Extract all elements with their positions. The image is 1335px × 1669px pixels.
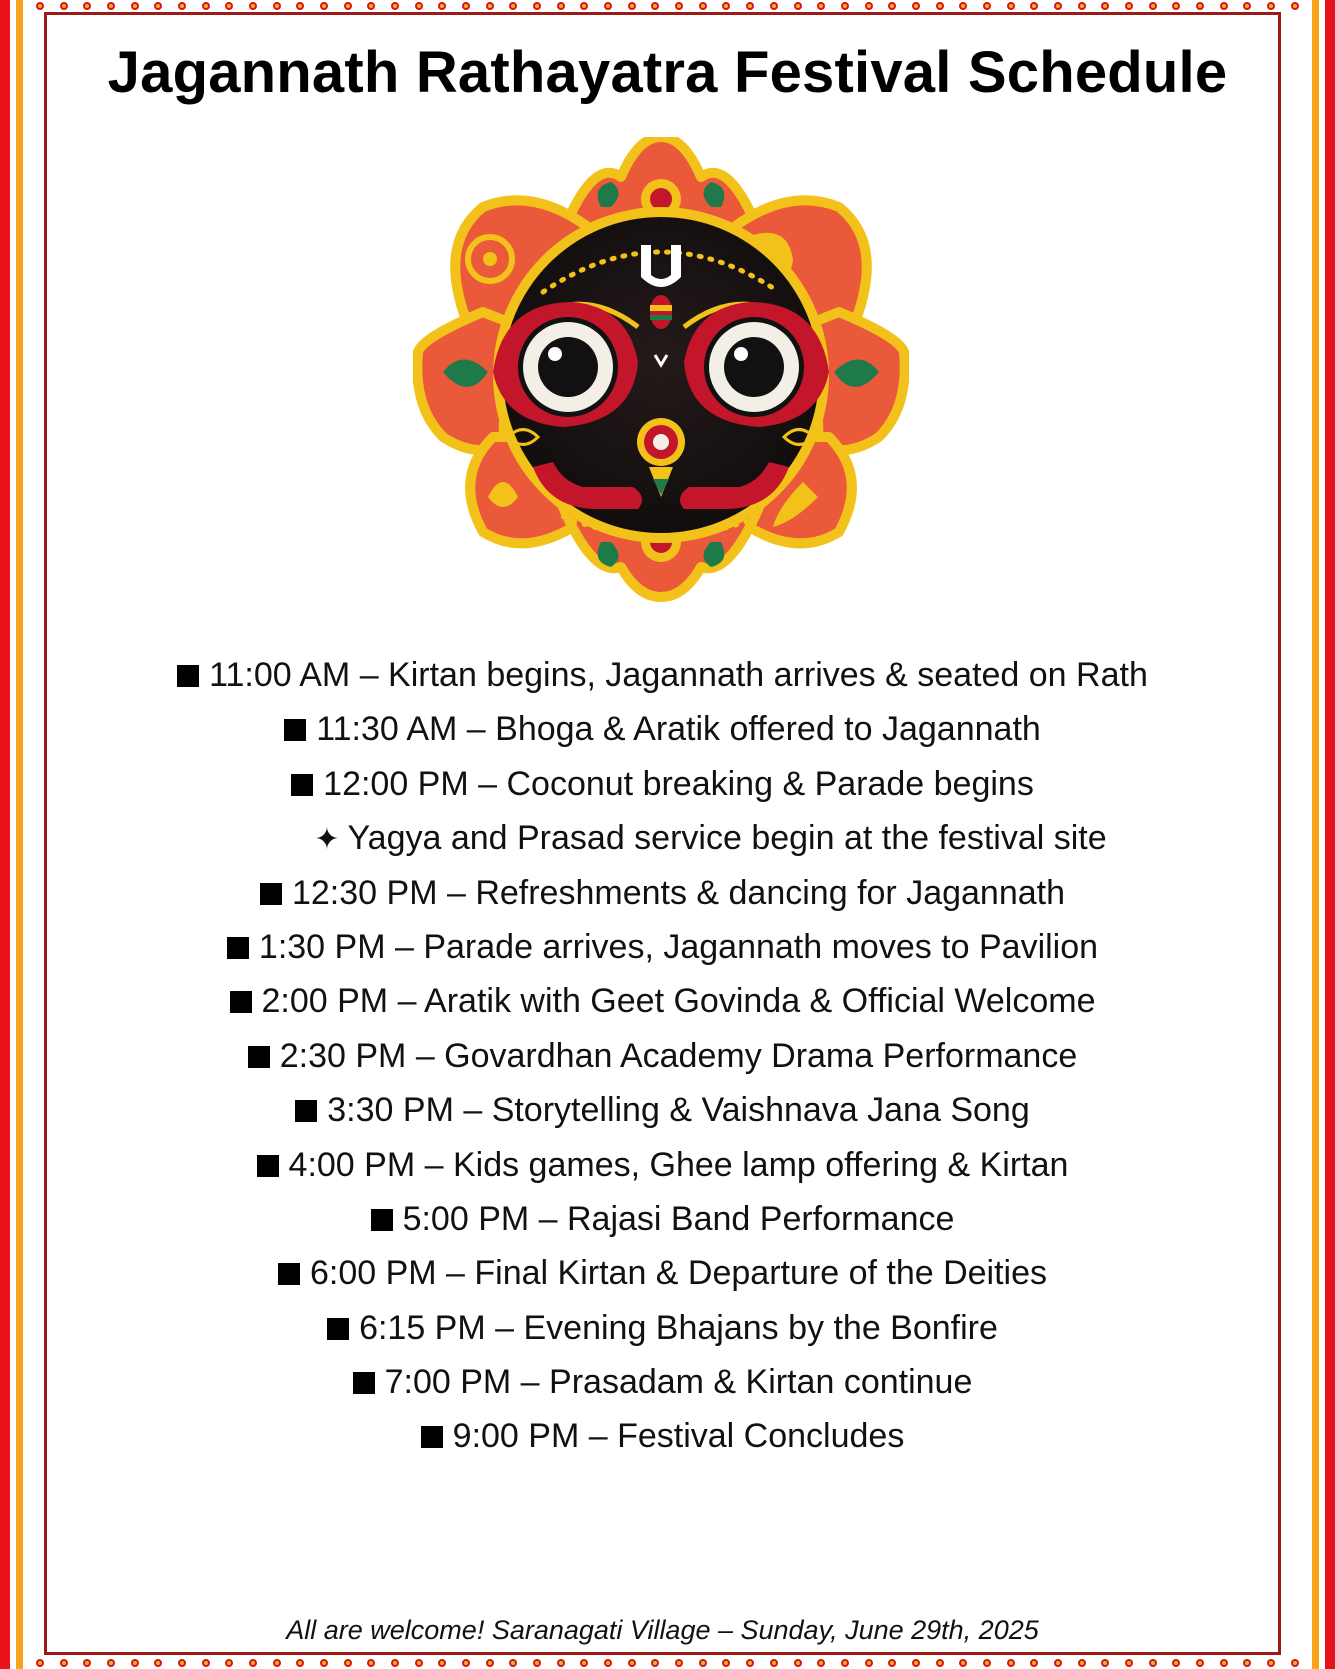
schedule-item-text: Yagya and Prasad service begin at the festival site <box>347 819 1107 858</box>
schedule-item <box>60 974 1265 1028</box>
schedule-item-text: 6:15 PM – Evening Bhajans by the Bonfire <box>359 1308 998 1347</box>
border-dot <box>841 1659 849 1667</box>
border-dot <box>722 1659 730 1667</box>
border-dot <box>1078 2 1086 10</box>
border-dot <box>438 2 446 10</box>
border-dot <box>249 2 257 10</box>
border-dot <box>83 1659 91 1667</box>
square-bullet-icon <box>230 991 252 1013</box>
border-dot <box>1267 2 1275 10</box>
border-dot <box>604 1659 612 1667</box>
border-dot <box>746 2 754 10</box>
square-bullet-icon <box>295 1100 317 1122</box>
schedule-item <box>60 866 1265 920</box>
schedule-item <box>60 1355 1265 1409</box>
border-dot <box>983 1659 991 1667</box>
border-dot <box>936 1659 944 1667</box>
schedule-item-text: 12:30 PM – Refreshments & dancing for Jagannath <box>291 873 1066 912</box>
border-dot <box>746 1659 754 1667</box>
border-dot <box>438 1659 446 1667</box>
schedule-note <box>60 811 1265 865</box>
schedule-item-text: 2:00 PM – Aratik with Geet Govinda & Official Welcome <box>261 982 1096 1021</box>
border-dot <box>580 2 588 10</box>
border-dot <box>486 2 494 10</box>
border-dot <box>391 1659 399 1667</box>
border-dot <box>273 1659 281 1667</box>
schedule-item <box>60 1138 1265 1192</box>
border-dot <box>936 2 944 10</box>
border-dot <box>367 2 375 10</box>
square-bullet-icon <box>278 1263 300 1285</box>
square-bullet-icon <box>371 1209 393 1231</box>
border-dot <box>770 2 778 10</box>
border-dot <box>320 1659 328 1667</box>
schedule-item-text: 4:00 PM – Kids games, Ghee lamp offering & Kirtan <box>288 1145 1069 1184</box>
border-dot <box>1243 1659 1251 1667</box>
border-dot <box>273 2 281 10</box>
border-dot <box>865 1659 873 1667</box>
border-dot <box>225 1659 233 1667</box>
border-dot <box>202 1659 210 1667</box>
border-dot <box>959 1659 967 1667</box>
border-dot <box>154 2 162 10</box>
border-dot <box>1101 2 1109 10</box>
border-stripe-red-right <box>1325 0 1335 1669</box>
border-dot <box>1101 1659 1109 1667</box>
border-dot <box>1125 2 1133 10</box>
border-dot <box>178 2 186 10</box>
border-dot <box>107 1659 115 1667</box>
border-dot <box>296 2 304 10</box>
border-dot <box>1196 1659 1204 1667</box>
border-dot <box>722 2 730 10</box>
border-stripe-gold-left <box>16 0 23 1669</box>
border-dot <box>628 1659 636 1667</box>
schedule-item <box>60 1029 1265 1083</box>
border-dot <box>462 1659 470 1667</box>
border-dot <box>865 2 873 10</box>
schedule-item <box>60 757 1265 811</box>
border-dot <box>1054 1659 1062 1667</box>
border-dot <box>509 1659 517 1667</box>
schedule-item <box>60 702 1265 756</box>
border-dot <box>912 2 920 10</box>
border-dot <box>794 2 802 10</box>
square-bullet-icon <box>248 1046 270 1068</box>
border-dot <box>509 2 517 10</box>
schedule-item <box>60 920 1265 974</box>
border-dot <box>178 1659 186 1667</box>
border-dot <box>628 2 636 10</box>
schedule-item <box>60 1409 1265 1463</box>
border-dot <box>36 1659 44 1667</box>
border-dot <box>486 1659 494 1667</box>
border-dot <box>841 2 849 10</box>
border-dot <box>533 2 541 10</box>
schedule-item <box>60 1246 1265 1300</box>
border-dot <box>983 2 991 10</box>
border-dot <box>107 2 115 10</box>
border-dot <box>225 2 233 10</box>
border-dot <box>580 1659 588 1667</box>
border-dot <box>533 1659 541 1667</box>
border-dot <box>415 2 423 10</box>
border-dot <box>1243 2 1251 10</box>
schedule-item-text: 11:30 AM – Bhoga & Aratik offered to Jagannath <box>316 710 1041 749</box>
border-dot <box>1149 2 1157 10</box>
border-dot <box>888 2 896 10</box>
border-dot <box>296 1659 304 1667</box>
page-title: Jagannath Rathayatra Festival Schedule <box>107 40 1228 105</box>
square-bullet-icon <box>291 774 313 796</box>
border-dot <box>1007 2 1015 10</box>
schedule-item-text: 12:00 PM – Coconut breaking & Parade begins <box>323 764 1034 803</box>
border-dot <box>462 2 470 10</box>
border-dot <box>131 1659 139 1667</box>
square-bullet-icon <box>353 1372 375 1394</box>
square-bullet-icon <box>257 1155 279 1177</box>
border-dot <box>699 2 707 10</box>
footer-welcome-text: All are welcome! Saranagati Village – Sunday, June 29th, 2025 <box>286 1615 1039 1645</box>
border-dot <box>202 2 210 10</box>
border-dot <box>557 2 565 10</box>
schedule-item-text: 2:30 PM – Govardhan Academy Drama Performance <box>279 1036 1078 1075</box>
border-dot <box>344 1659 352 1667</box>
square-bullet-icon <box>177 665 199 687</box>
border-dot <box>1220 1659 1228 1667</box>
schedule-item-text: 7:00 PM – Prasadam & Kirtan continue <box>384 1363 973 1402</box>
border-dot <box>344 2 352 10</box>
border-dot <box>817 2 825 10</box>
schedule-item-text: 6:00 PM – Final Kirtan & Departure of the Deities <box>309 1254 1048 1293</box>
border-dot <box>1267 1659 1275 1667</box>
border-dot <box>1220 2 1228 10</box>
border-dot <box>1172 2 1180 10</box>
border-dot <box>154 1659 162 1667</box>
border-dot <box>415 1659 423 1667</box>
schedule-item-text: 11:00 AM – Kirtan begins, Jagannath arrives & seated on Rath <box>209 656 1148 694</box>
border-dot <box>959 2 967 10</box>
schedule-item <box>60 1301 1265 1355</box>
border-dot <box>1030 2 1038 10</box>
border-dot <box>1291 1659 1299 1667</box>
dot-border-top <box>36 0 1299 12</box>
border-dot <box>651 1659 659 1667</box>
square-bullet-icon <box>227 937 249 959</box>
border-stripe-red-left <box>0 0 10 1669</box>
border-dot <box>699 1659 707 1667</box>
border-dot <box>794 1659 802 1667</box>
border-dot <box>1149 1659 1157 1667</box>
border-dot <box>320 2 328 10</box>
square-bullet-icon <box>284 719 306 741</box>
border-dot <box>1054 2 1062 10</box>
border-dot <box>249 1659 257 1667</box>
border-dot <box>1291 2 1299 10</box>
square-bullet-icon <box>421 1426 443 1448</box>
border-dot <box>60 2 68 10</box>
schedule-item <box>60 1192 1265 1246</box>
border-dot <box>888 1659 896 1667</box>
schedule-item-text: 5:00 PM – Rajasi Band Performance <box>402 1199 955 1238</box>
border-dot <box>60 1659 68 1667</box>
border-dot <box>1172 1659 1180 1667</box>
border-dot <box>36 2 44 10</box>
border-dot <box>912 1659 920 1667</box>
border-dot <box>651 2 659 10</box>
border-dot <box>604 2 612 10</box>
schedule-item <box>60 1083 1265 1137</box>
schedule-item <box>60 648 1265 702</box>
border-dot <box>83 2 91 10</box>
border-dot <box>391 2 399 10</box>
border-dot <box>1007 1659 1015 1667</box>
border-dot <box>675 2 683 10</box>
border-stripe-gold-right <box>1312 0 1319 1669</box>
border-dot <box>770 1659 778 1667</box>
sparkle-icon: ✦ <box>314 823 340 857</box>
jagannath-face-icon <box>413 137 909 602</box>
border-dot <box>1078 1659 1086 1667</box>
border-dot <box>367 1659 375 1667</box>
border-dot <box>817 1659 825 1667</box>
square-bullet-icon <box>260 883 282 905</box>
border-dot <box>131 2 139 10</box>
schedule-item-text: 1:30 PM – Parade arrives, Jagannath moves to Pavilion <box>258 927 1099 966</box>
schedule-list <box>60 648 1265 1464</box>
schedule-item-text: 3:30 PM – Storytelling & Vaishnava Jana Song <box>327 1091 1030 1130</box>
border-dot <box>675 1659 683 1667</box>
square-bullet-icon <box>327 1318 349 1340</box>
border-dot <box>1196 2 1204 10</box>
border-dot <box>557 1659 565 1667</box>
schedule-item-text: 9:00 PM – Festival Concludes <box>452 1417 905 1456</box>
dot-border-bottom <box>36 1657 1299 1669</box>
border-dot <box>1030 1659 1038 1667</box>
border-dot <box>1125 1659 1133 1667</box>
